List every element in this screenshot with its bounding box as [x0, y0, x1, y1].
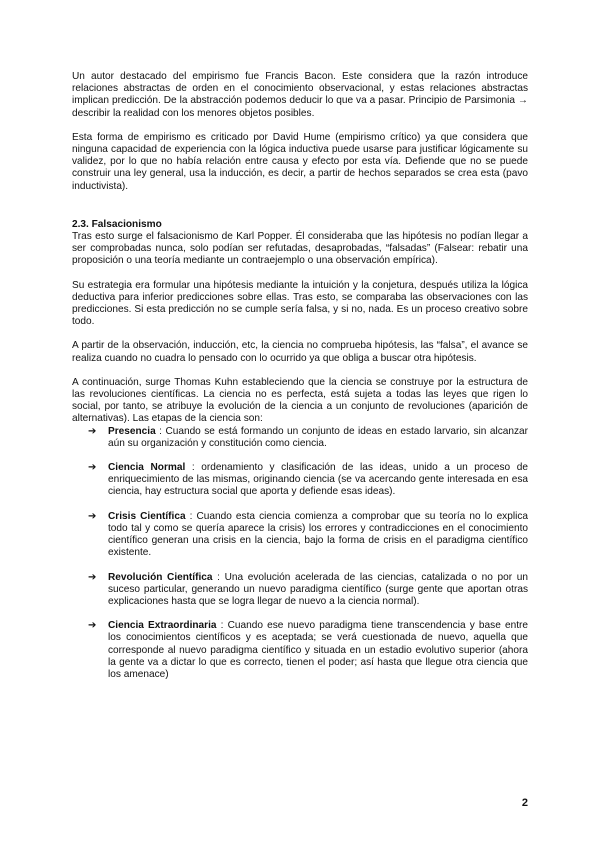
- page-number: 2: [521, 797, 528, 809]
- paragraph-observacion: A partir de la observación, inducción, etc, la ciencia no comprueba hipótesis, las “falsa”, el avance se realiza cuando no cuadra lo pensado con lo ocurrido ya que obliga a buscar otra hipótesis.: [72, 340, 528, 364]
- stage-text: : Una evolución acelerada de las ciencias, catalizada o no por un suceso particular, generando un nuevo paradigma científico (surge gente que aportan otras explicaciones hasta que se logra llegar de nuevo a la ciencia normal).: [108, 571, 529, 607]
- stage-text: : ordenamiento y clasificación de las ideas, unido a un proceso de enriquecimiento de las mismas, originando ciencia (se va acercando gente interesada en esa ciencia, hay estructura social que aporta y defiende esas ideas).: [108, 462, 528, 498]
- stage-term: Ciencia Extraordinaria: [108, 620, 217, 632]
- paragraph-kuhn: A continuación, surge Thomas Kuhn estableciendo que la ciencia se construye por la estructura de las revoluciones científicas. La ciencia no es perfecta, está sujeta a todas las leyes que rigen lo social, por tanto, se atribuye la evolución de la ciencia a un conjunto de revoluciones (aparición de alternativas). Las etapas de la ciencia son:: [72, 376, 528, 425]
- stage-term: Revolución Científica: [108, 571, 213, 583]
- stage-item-ciencia-normal: [72, 462, 528, 499]
- arrow-icon: ➔: [88, 510, 97, 522]
- paragraph-popper: Tras esto surge el falsacionismo de Karl Popper. Él consideraba que las hipótesis no podían llegar a ser comprobadas nunca, solo podían ser refutadas, desaprobadas, “falsadas” (Falsear: rebatir una proposición o una teoría mediante un contraejemplo o una observación empírica).: [72, 231, 528, 267]
- section-heading: 2.3. Falsacionismo: [72, 218, 162, 230]
- stage-term: Crisis Científica: [108, 510, 186, 522]
- stage-item-crisis-cientifica: [72, 511, 528, 560]
- stage-text: : Cuando se está formando un conjunto de ideas en estado larvario, sin alcanzar aún su organización y constitución como ciencia.: [108, 425, 528, 449]
- stage-term: Ciencia Normal: [108, 462, 186, 474]
- stage-term: Presencia: [108, 425, 156, 437]
- stage-text: : Cuando ese nuevo paradigma tiene transcendencia y base entre los conocimientos científicos y es aceptada; se verá cuestionada de nuevo, aquella que corresponde al nuevo paradigma científico y situada en un estadio evolutivo superior (ahora la gente va a dictar lo que es correcto, tienen el poder; así hasta que llegue otra ciencia que los amenace): [108, 620, 528, 680]
- arrow-icon: ➔: [88, 425, 97, 437]
- arrow-icon: ➔: [88, 571, 97, 583]
- paragraph-estrategia: Su estrategia era formular una hipótesis mediante la intuición y la conjetura, después utiliza la lógica deductiva para inferior predicciones sobre ellas. Tras esto, se comparaba las observaciones con las predicciones. Si esta predicción no se cumple sería falsa, y si no, nada. Es un proceso creativo sobre todo.: [72, 279, 528, 328]
- paragraph-bacon: Un autor destacado del empirismo fue Francis Bacon. Este considera que la razón introduce relaciones abstractas de orden en el conocimiento observacional, y estas relaciones abstractas implican predicción. De la abstracción podemos deducir lo que va a pasar. Principio de Parsimonia → describir la realidad con los menores objetos posibles.: [72, 71, 528, 119]
- stage-item-ciencia-extraordinaria: [72, 620, 528, 681]
- paragraph-hume: Esta forma de empirismo es criticado por David Hume (empirismo crítico) ya que considera que ninguna capacidad de experiencia con la lógica inductiva puede usarse para justificar lógicamente su validez, por lo que no había relación entre causa y efecto por esta vía. Defiende que no se puede construir una ley general, usa la inducción, es decir, a partir de hechos separados se crea esta (pavo inductivista).: [72, 131, 528, 192]
- stage-item-revolucion-cientifica: [72, 572, 528, 609]
- stages-list: [72, 426, 528, 681]
- arrow-icon: ➔: [88, 620, 97, 632]
- stage-text: : Cuando esta ciencia comienza a comprobar que su teoría no lo explica todo tal y como se quería aparece la crisis) los errores y contradicciones en el conocimiento científico generan una crisis en la ciencia, bajo la forma de crisis en el paradigma científico existente.: [108, 510, 528, 559]
- stage-item-presencia: [72, 426, 528, 450]
- arrow-icon: ➔: [88, 462, 97, 474]
- page-content: [72, 71, 528, 681]
